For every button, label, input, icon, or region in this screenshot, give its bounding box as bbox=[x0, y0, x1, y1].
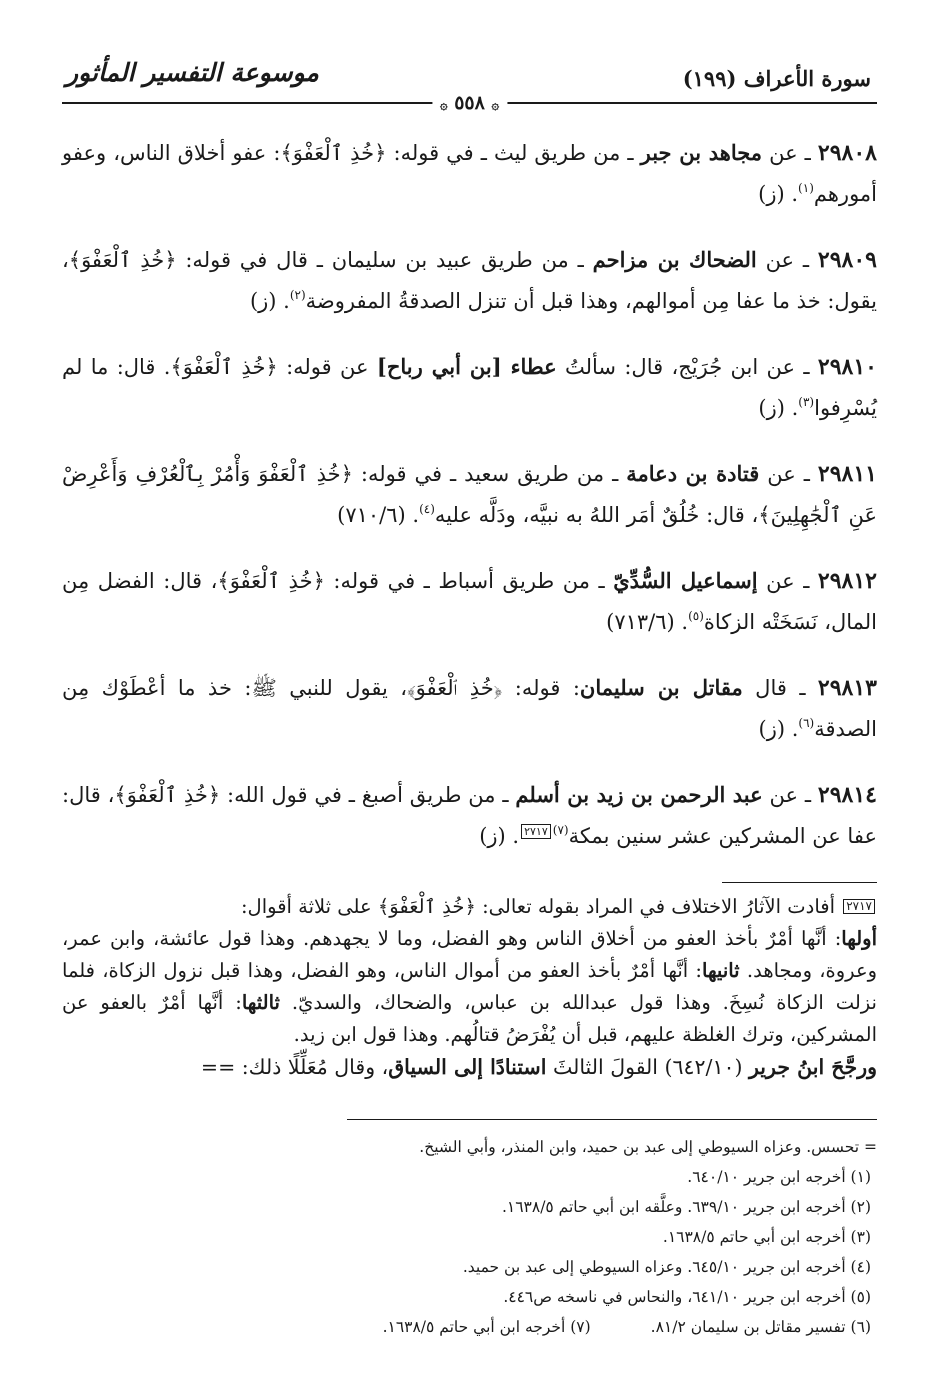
narration-number: ٢٩٨١١ bbox=[817, 461, 877, 487]
narration-source: . (ز) bbox=[758, 396, 799, 420]
narration-number: ٢٩٨١٠ bbox=[817, 354, 877, 380]
footnote-ref[interactable]: (٣) bbox=[798, 395, 815, 409]
footnote-ref[interactable]: (٧) bbox=[552, 823, 569, 837]
narration-text: ـ عن bbox=[757, 569, 818, 593]
page bbox=[62, 44, 877, 1342]
commentary-conclusion: ورجَّحَ ابنُ جرير (٦٤٢/١٠) القولَ الثالثَ استنادًا إلى السياق، وقال مُعَلِّلًا ذلك: == bbox=[200, 1055, 877, 1079]
narrations bbox=[62, 132, 877, 860]
narration-number: ٢٩٨٠٨ bbox=[817, 140, 877, 166]
narration-source: . (ز) bbox=[758, 182, 799, 206]
narrator-name: الضحاك بن مزاحم bbox=[592, 247, 757, 272]
opinion-label: ثانيها bbox=[702, 959, 740, 982]
narration bbox=[62, 774, 877, 860]
narration-text: : قوله: ﴿خُذِ ٱلْعَفْوَ﴾، يقول للنبي ﷺ: خذ ما أعْطَوْك مِن الصدقة bbox=[62, 676, 877, 741]
footnote-row bbox=[62, 1312, 871, 1342]
ornament-icon: ۞ bbox=[439, 98, 448, 113]
narration-source: . (ز) bbox=[249, 289, 290, 313]
footnote-ref[interactable]: (٢) bbox=[289, 288, 306, 302]
narration-number: ٢٩٨١٢ bbox=[817, 568, 877, 594]
footnote-item: (٦) تفسير مقاتل بن سليمان ٨١/٢. bbox=[650, 1318, 871, 1336]
surah-title: سورة الأعراف (١٩٩) bbox=[682, 66, 871, 91]
commentary-body bbox=[62, 891, 877, 1051]
footnote-item: (٧) أخرجه ابن أبي حاتم ١٦٣٨/٥. bbox=[382, 1318, 591, 1336]
footnote-ref[interactable]: (١) bbox=[798, 181, 814, 195]
footnote-continuation: = تحسس. وعزاه السيوطي إلى عبد بن حميد، وابن المنذر، وأبي الشيخ. bbox=[419, 1138, 877, 1156]
footnote-ref[interactable]: (٦) bbox=[798, 716, 815, 730]
narration bbox=[62, 453, 877, 539]
narration-text: ـ من طريق سعيد ـ في قوله: ﴿خُذِ ٱلْعَفْوَ وَأْمُرْ بِٱلْعُرْفِ وَأَعْرِضْ عَنِ ٱلْجَٰهِلِينَ﴾، قال: خُلُقٌ أمَر اللهُ به نبيَّه، ودَلَّه عليه bbox=[62, 462, 877, 527]
footnote-item: (١) أخرجه ابن جرير ٦٤٠/١٠. bbox=[687, 1168, 871, 1186]
narration-text: ـ من طريق أسباط ـ في قوله: ﴿خُذِ ٱلْعَفْوَ﴾، قال: الفضل مِن المال، نَسَخَتْه الزكاة bbox=[62, 569, 877, 634]
footnote-ref[interactable]: (٤) bbox=[419, 502, 435, 516]
narration-text: ـ من طريق أصبغ ـ في قول الله: ﴿خُذِ ٱلْعَفْوَ﴾، قال: عفا عن المشركين عشر سنين بمكة bbox=[62, 783, 877, 848]
commentary bbox=[62, 891, 877, 1083]
narration-source: . (٧١٣/٦) bbox=[606, 610, 689, 634]
opinion-label: أولها bbox=[841, 927, 877, 950]
emphasis-text: استنادًا إلى السياق bbox=[388, 1055, 547, 1079]
narrator-name: مجاهد بن جبر bbox=[640, 140, 763, 165]
footnote-item: (٣) أخرجه ابن أبي حاتم ١٦٣٨/٥. bbox=[662, 1228, 871, 1246]
narration bbox=[62, 239, 877, 325]
narration bbox=[62, 346, 877, 432]
page-number-group bbox=[432, 92, 507, 114]
narration-number: ٢٩٨٠٩ bbox=[817, 247, 877, 273]
footnote-item: (٥) أخرجه ابن جرير ٦٤١/١٠، والنحاس في ناسخه ص٤٤٦. bbox=[503, 1288, 871, 1306]
narration-text: ـ من طريق عبيد بن سليمان ـ قال في قوله: ﴿خُذِ ٱلْعَفْوَ﴾، يقول: خذ ما عفا مِن أموالهم، وهذا قبل أن تنزل الصدقةُ المفروضة bbox=[62, 248, 877, 313]
footnote-ref[interactable]: (٥) bbox=[688, 609, 704, 623]
page-header bbox=[62, 44, 877, 114]
narration-source: . (ز) bbox=[479, 824, 520, 848]
opinion-text: : أنَّها أمْرٌ بأخذ العفو من أموال الناس، وهو الفضل، وهذا قبل نزول الزكاة، فلما نزلت الزكاة نُسِخَ. وهذا قول عبدالله بن عباس، والضحاك، والسديّ. bbox=[62, 959, 877, 1014]
narrator-name: عطاء [بن أبي رباح] bbox=[376, 354, 557, 379]
narration-text: ـ عن bbox=[759, 462, 818, 486]
commentary-ref-box[interactable]: ٢٧١٧ bbox=[521, 824, 551, 839]
opinion-label: ثالثها bbox=[241, 991, 280, 1014]
narration-source: . (٧١٠/٦) bbox=[337, 503, 420, 527]
narration-text: ـ من طريق ليث ـ في قوله: ﴿خُذِ ٱلْعَفْوَ﴾: عفو أخلاق الناس، وعفو أمورهم bbox=[62, 141, 877, 206]
narration-number: ٢٩٨١٣ bbox=[817, 675, 877, 701]
narrator-name: عبد الرحمن بن زيد بن أسلم bbox=[515, 782, 763, 807]
narration bbox=[62, 667, 877, 753]
narration bbox=[62, 560, 877, 646]
narration-text: عن قوله: ﴿خُذِ ٱلْعَفْوَ﴾. قال: ما لم يُسْرِفوا bbox=[62, 355, 877, 420]
narration-number: ٢٩٨١٤ bbox=[817, 782, 877, 808]
narration-text: ـ عن bbox=[762, 141, 818, 165]
opinion-text: : أنَّها أمْرٌ بأخذ العفو من أخلاق الناس وهو الفضل، وما لا يجهدهم. وهذا قول عائشة، وابن عمر، وعروة، ومجاهد. bbox=[62, 927, 877, 982]
narration-text: ـ قال bbox=[742, 676, 818, 700]
narration-text: ـ عن bbox=[762, 783, 818, 807]
footnotes bbox=[62, 1132, 877, 1342]
footnote-item: (٢) أخرجه ابن جرير ٦٣٩/١٠. وعلَّقه ابن أبي حاتم ١٦٣٨/٥. bbox=[501, 1198, 871, 1216]
commentary-intro: أفادت الآثارُ الاختلاف في المراد بقوله تعالى: ﴿خُذِ ٱلْعَفْوَ﴾ على ثلاثة أقوال: bbox=[240, 895, 842, 918]
narrator-name: مقاتل بن سليمان bbox=[579, 675, 743, 700]
scholar-name: ابنُ جرير bbox=[749, 1055, 825, 1079]
narration-source: . (ز) bbox=[758, 717, 799, 741]
narrator-name: قتادة بن دعامة bbox=[626, 461, 760, 486]
commentary-separator bbox=[722, 882, 877, 883]
footnotes-rule bbox=[347, 1119, 877, 1120]
narration-text: ـ عن ابن جُرَيْج، قال: سألتُ bbox=[556, 355, 818, 379]
opinion-text: : أنَّها أمْرٌ بالعفو عن المشركين، وترك الغلظة عليهم، قبل أن يُفْرَضُ قتالُهم. وهذا قول ابن زيد. bbox=[62, 991, 877, 1046]
ornament-icon: ۞ bbox=[491, 98, 500, 113]
narrator-name: إسماعيل السُّدِّيّ bbox=[613, 568, 758, 593]
narration-text: ـ عن bbox=[756, 248, 818, 272]
page-number: ٥٥٨ bbox=[454, 92, 485, 114]
book-title: موسوعة التفسير المأثور bbox=[66, 58, 319, 87]
footnote-item: (٤) أخرجه ابن جرير ٦٤٥/١٠. وعزاه السيوطي إلى عبد بن حميد. bbox=[462, 1258, 871, 1276]
commentary-number-box: ٢٧١٧ bbox=[843, 899, 875, 914]
narration bbox=[62, 132, 877, 218]
